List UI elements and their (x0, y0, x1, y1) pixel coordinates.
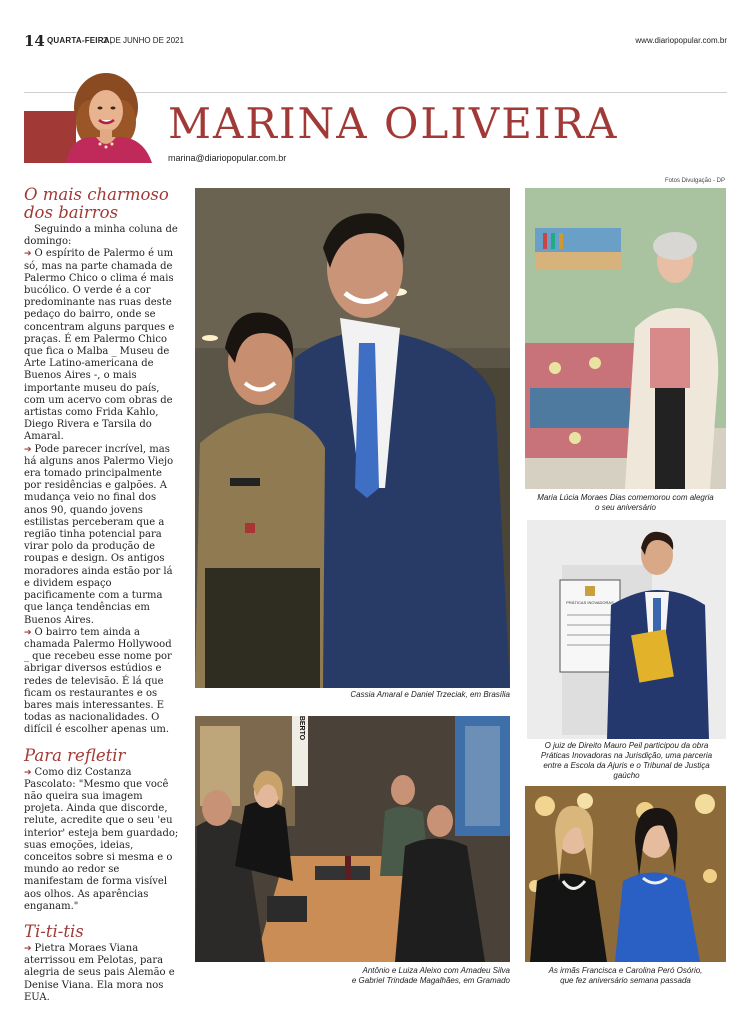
arrow-icon: ➔ (24, 249, 32, 260)
photo-credit: Fotos Divulgação - DP (664, 178, 725, 184)
list-item (24, 248, 179, 443)
section-ti-ti-tis (24, 923, 179, 1004)
caption-line: o seu aniversário (595, 503, 656, 512)
mid-right-photo (527, 520, 726, 739)
arrow-icon: ➔ (24, 767, 32, 778)
columnist-avatar (60, 67, 156, 163)
column-title: MARINA OLIVEIRA (168, 99, 619, 148)
section-o-mais-charmoso (24, 186, 179, 737)
caption-line: e Gabriel Trindade Magalhães, em Gramado (351, 976, 510, 985)
columnist-email[interactable]: marina@diariopopular.com.br (168, 153, 287, 163)
section-title: Ti-ti-tis (24, 921, 84, 941)
list-item (24, 444, 179, 627)
section-intro: Seguindo a minha coluna de domingo: (24, 224, 178, 248)
caption-line: gaúcho (613, 771, 640, 780)
list-item-text: Como diz Costanza Pascolato: "Mesmo que você não queira sua imagem projeta. Ainda que discorde, relute, acredite que o seu 'eu interior' esteja bem guardado; suas emoções, ideias, conceitos sobre si mesma e o mundo ao redor se manifestam de forma visível aos olhos. As aparências enganam." (24, 766, 179, 912)
section-title: Para refletir (24, 745, 126, 765)
caption-line: Maria Lúcia Moraes Dias comemorou com alegria (537, 493, 714, 502)
caption-line: que fez aniversário semana passada (560, 976, 691, 985)
main-photo (195, 188, 510, 688)
site-url[interactable]: www.diariopopular.com.br (635, 36, 727, 45)
caption-line: Práticas Inovadoras na Jurisdição, uma parceria (540, 751, 713, 760)
bottom-right-photo (525, 786, 726, 962)
section-title-line: dos bairros (24, 203, 119, 222)
caption-line: O juiz de Direito Mauro Peil participou da obra (544, 741, 709, 750)
list-item-text: Pietra Moraes Viana aterrissou em Pelotas, para alegria de seus pais Alemão e Denise Viana. Ela mora nos EUA. (24, 942, 175, 1003)
bottom-right-caption (525, 966, 726, 986)
text-column (24, 186, 179, 1004)
plaque-title: PRÁTICAS INOVADORAS (566, 600, 614, 605)
caption-line: Antônio e Luiza Aleixo com Amadeu Silva (362, 966, 510, 975)
list-item-text: O espírito de Palermo é um só, mas na parte chamada de Palermo Chico o clima é mais bucólico. O verde é a cor predominante nas ruas deste pedaço do bairro, onde se concentram alguns parques e praças. É em Palermo Chico que fica o Malba _ Museu de Arte Latino-americana de Buenos Aires -, o mais importante museu do país, com um acervo com obras de artistas como Frida Kahlo, Diego Rivera e Tarsila do Amaral. (24, 248, 175, 443)
section-para-refletir (24, 747, 179, 913)
restaurant-sign: BERTO (298, 716, 305, 741)
page-number: 14 (24, 32, 45, 50)
main-photo-caption: Cassia Amaral e Daniel Trzeciak, em Brasília (350, 690, 510, 699)
weekday: QUARTA-FEIRA, (47, 36, 113, 45)
list-item (24, 943, 179, 1004)
arrow-icon: ➔ (24, 627, 32, 638)
bottom-left-caption (195, 966, 510, 986)
list-item-text: Pode parecer incrível, mas há alguns anos Palermo Viejo era tomado principalmente por residências e galpões. A mudança veio no final dos anos 90, quando jovens estilistas perceberam que a região tinha potencial para virar polo da produção de roupas e design. Os antigos moradores ainda estão por lá e dividem espaço pacificamente com a turma que lança tendências em Buenos Aires. (24, 443, 174, 626)
caption-line: As irmãs Francisca e Carolina Peró Osório, (548, 966, 703, 975)
list-item (24, 627, 179, 737)
section-title (24, 186, 179, 222)
mid-right-caption (527, 741, 726, 781)
section-title-line: O mais charmoso (24, 185, 169, 204)
top-right-caption (525, 493, 726, 513)
arrow-icon: ➔ (24, 444, 32, 455)
publication-date: 2 DE JUNHO DE 2021 (103, 36, 184, 45)
list-item-text: O bairro tem ainda a chamada Palermo Hollywood _ que recebeu esse nome por abrigar diversos estúdios e redes de televisão. É lá que ficam os restaurantes e os bares mais interessantes. E todas as nacionalidades. O difícil é escolher apenas um. (24, 626, 172, 736)
caption-line: entre a Escola da Ajuris e o Tribunal de Justiça (543, 761, 710, 770)
top-right-photo (525, 188, 726, 489)
list-item (24, 767, 179, 913)
arrow-icon: ➔ (24, 943, 32, 954)
bottom-left-photo (195, 716, 510, 962)
